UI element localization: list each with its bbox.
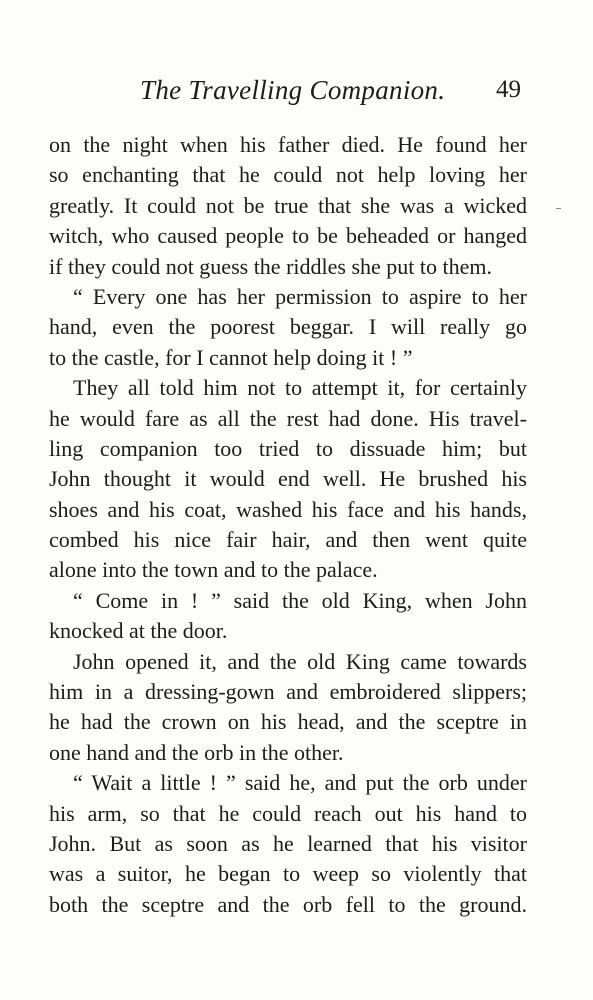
text-line: shoes and his coat, washed his face and his hands,: [49, 496, 527, 522]
text-line: on the night when his father died. He found her: [49, 132, 527, 157]
text-line: combed his nice fair hair, and then went quite: [49, 527, 527, 553]
text-line: “ Come in ! ” said the old King, when John: [73, 587, 527, 613]
text-line: “ Every one has her permission to aspire to her: [73, 283, 527, 309]
text-line: They all told him not to attempt it, for certainly: [73, 375, 527, 401]
text-line: “ Wait a little ! ” said he, and put the orb under: [73, 770, 527, 796]
text-line: so enchanting that he could not help loving her: [49, 162, 527, 188]
text-line: alone into the town and to the palace.: [49, 557, 378, 583]
text-line: greatly. It could not be true that she was a wicked: [49, 192, 527, 218]
text-line: John. But as soon as he learned that his visitor: [49, 830, 527, 856]
text-line: he would fare as all the rest had done. His travel-: [49, 405, 527, 431]
text-line: he had the crown on his head, and the sceptre in: [49, 709, 527, 735]
text-line: both the sceptre and the orb fell to the ground.: [49, 891, 527, 917]
text-line: him in a dressing-gown and embroidered slippers;: [49, 679, 527, 705]
text-line: witch, who caused people to be beheaded or hanged: [49, 223, 527, 249]
text-line: John thought it would end well. He brushed his: [49, 466, 527, 492]
running-header-title: The Travelling Companion.: [140, 75, 446, 105]
text-line: one hand and the orb in the other.: [49, 739, 344, 765]
text-line: hand, even the poorest beggar. I will really go: [49, 314, 527, 340]
text-line: his arm, so that he could reach out his hand to: [49, 800, 527, 826]
text-line: to the castle, for I cannot help doing it ! ”: [49, 344, 413, 370]
text-line: if they could not guess the riddles she put to them.: [49, 253, 492, 279]
body-text: [49, 130, 527, 920]
margin-mark: [556, 208, 561, 209]
text-line: was a suitor, he began to weep so violently that: [49, 861, 527, 887]
text-line: knocked at the door.: [49, 618, 228, 644]
text-line: ling companion too tried to dissuade him; but: [49, 435, 527, 461]
page-number: 49: [496, 76, 521, 103]
text-line: John opened it, and the old King came towards: [73, 648, 527, 674]
